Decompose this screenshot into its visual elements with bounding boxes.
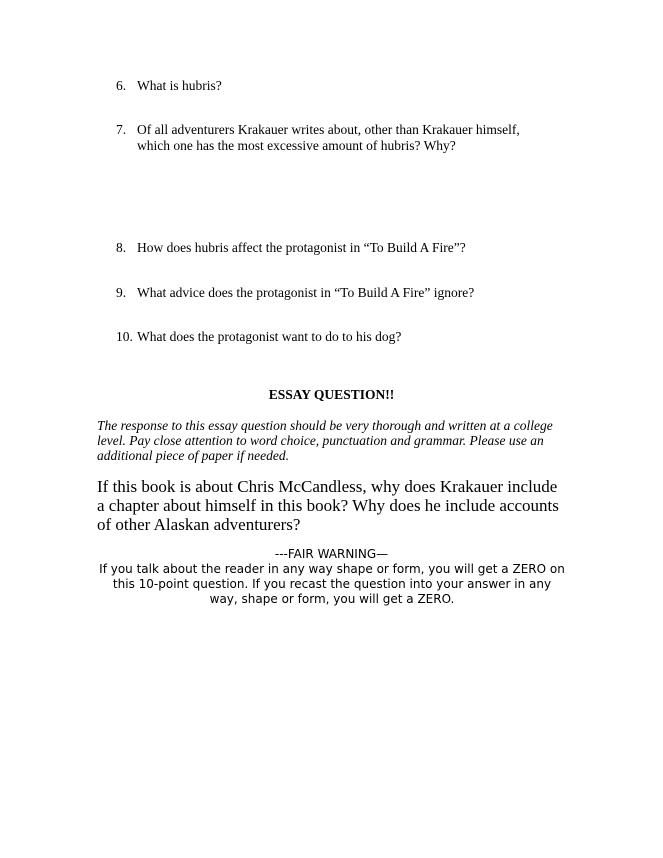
question-number: 6.: [116, 78, 127, 93]
question-number: 8.: [116, 240, 127, 255]
question-6: [116, 78, 556, 94]
question-7: [116, 122, 556, 154]
fair-warning-text: If you talk about the reader in any way shape or form, you will get a ZERO on this 10-point question. If you recast the question into your answer in any way, shape or form, you will get a ZERO.: [99, 562, 565, 606]
question-8: [116, 240, 556, 256]
question-9: [116, 285, 556, 301]
fair-warning-title: ---FAIR WARNING—: [274, 547, 389, 561]
question-number: 7.: [116, 122, 127, 137]
question-text: Of all adventurers Krakauer writes about, other than Krakauer himself, which one has the most excessive amount of hubris? Why?: [137, 122, 520, 153]
essay-heading: ESSAY QUESTION!!: [268, 387, 395, 402]
question-10: [116, 329, 556, 345]
question-text: What does the protagonist want to do to his dog?: [137, 329, 402, 344]
question-number: 9.: [116, 285, 127, 300]
question-text: How does hubris affect the protagonist in “To Build A Fire”?: [137, 240, 466, 255]
question-number: 10.: [116, 329, 133, 344]
question-text: What is hubris?: [137, 78, 222, 93]
essay-prompt: If this book is about Chris McCandless, why does Krakauer include a chapter about himself in this book? Why does he include accounts of other Alaskan adventurers?: [97, 477, 559, 534]
essay-instructions: The response to this essay question should be very thorough and written at a college level. Pay close attention to word choice, punctuation and grammar. Please use an additional piece of paper if needed.: [97, 418, 553, 463]
question-text: What advice does the protagonist in “To Build A Fire” ignore?: [137, 285, 475, 300]
